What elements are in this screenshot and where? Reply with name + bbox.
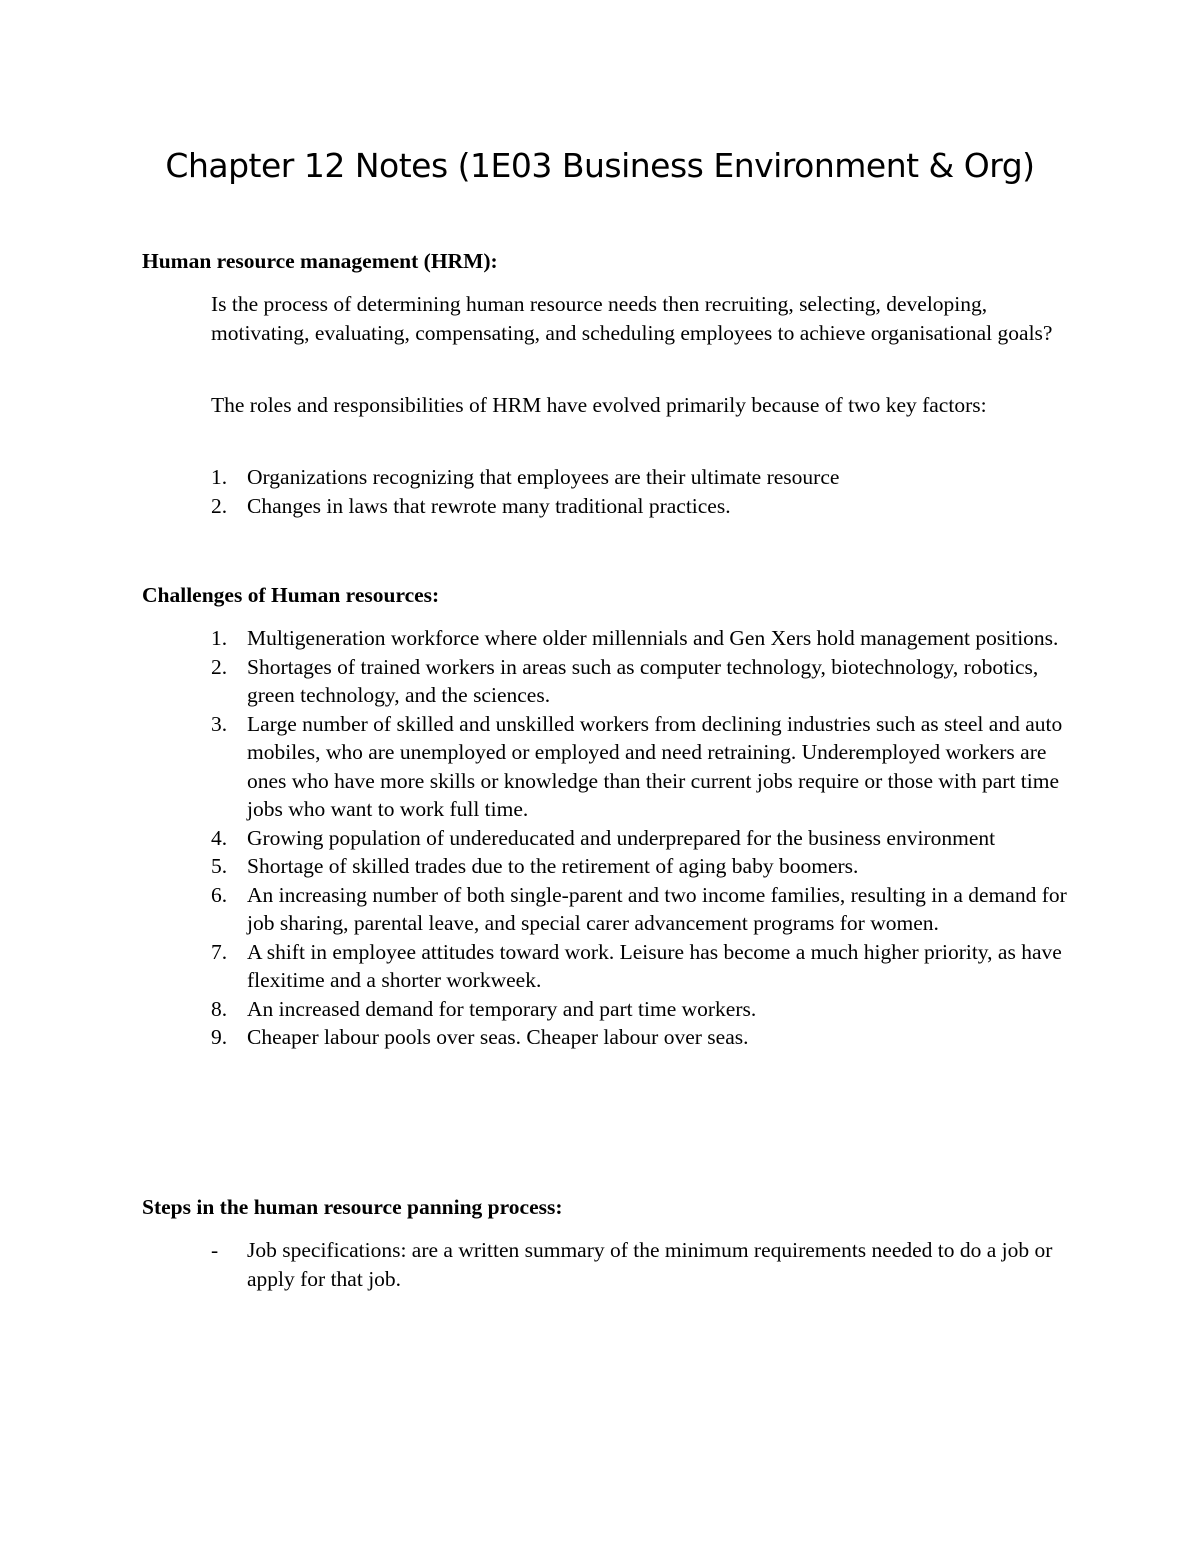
list-item-text: Cheaper labour pools over seas. Cheaper labour over seas. (247, 1025, 749, 1049)
list-item (211, 1236, 1071, 1293)
steps-list (211, 1236, 1071, 1293)
list-item-text: Multigeneration workforce where older millennials and Gen Xers hold management positions. (247, 626, 1059, 650)
list-marker: 7. (211, 939, 228, 964)
list-item-text: Job specifications: are a written summary of the minimum requirements needed to do a job or apply for that job. (247, 1238, 1053, 1291)
list-marker: 9. (211, 1025, 228, 1049)
list-item (211, 463, 1071, 492)
section-heading-steps: Steps in the human resource panning process: (142, 1195, 563, 1219)
list-marker: 2. (211, 493, 228, 518)
list-item-text: Changes in laws that rewrote many traditional practices. (247, 493, 731, 518)
list-item (211, 881, 1071, 938)
list-item-text: Shortages of trained workers in areas such as computer technology, biotechnology, robotics, green technology, and the sciences. (247, 654, 1039, 707)
list-marker: 1. (211, 626, 228, 650)
challenges-list (211, 624, 1071, 1052)
section-heading-challenges: Challenges of Human resources: (142, 583, 440, 607)
list-marker: - (211, 1238, 219, 1262)
list-item (211, 653, 1071, 710)
list-item (211, 624, 1071, 653)
list-item (211, 1023, 1071, 1052)
list-item (211, 492, 1071, 521)
list-item (211, 938, 1071, 995)
list-item (211, 852, 1071, 881)
list-marker: 5. (211, 854, 228, 878)
list-item-text: Growing population of undereducated and underprepared for the business environment (247, 825, 996, 850)
list-marker: 3. (211, 711, 228, 736)
hrm-factors-list (211, 463, 1071, 520)
list-item (211, 710, 1071, 824)
list-item (211, 824, 1071, 853)
list-item-text: Large number of skilled and unskilled workers from declining industries such as steel and auto mobiles, who are unemployed or employed and need retraining. Underemployed workers are ones who have more skills or knowledge than their current jobs require or those with part time jobs who want to work full time. (247, 711, 1063, 821)
list-marker: 8. (211, 996, 228, 1021)
hrm-roles-paragraph: The roles and responsibilities of HRM have evolved primarily because of two key factors: (211, 393, 987, 417)
list-marker: 2. (211, 654, 228, 679)
section-heading-hrm: Human resource management (HRM): (142, 249, 498, 273)
page-title: Chapter 12 Notes (1E03 Business Environment & Org) (165, 146, 1035, 185)
list-item (211, 995, 1071, 1024)
list-marker: 1. (211, 465, 228, 489)
list-marker: 4. (211, 825, 228, 850)
list-item-text: An increasing number of both single-parent and two income families, resulting in a demand for job sharing, parental leave, and special carer advancement programs for women. (247, 882, 1067, 935)
list-marker: 6. (211, 882, 228, 907)
list-item-text: A shift in employee attitudes toward work. Leisure has become a much higher priority, as have flexitime and a shorter workweek. (247, 939, 1062, 992)
list-item-text: An increased demand for temporary and part time workers. (247, 996, 757, 1021)
list-item-text: Shortage of skilled trades due to the retirement of aging baby boomers. (247, 854, 859, 878)
hrm-definition-paragraph: Is the process of determining human resource needs then recruiting, selecting, developing, motivating, evaluating, compensating, and scheduling employees to achieve organisational goals? (211, 292, 1053, 345)
list-item-text: Organizations recognizing that employees are their ultimate resource (247, 465, 840, 489)
